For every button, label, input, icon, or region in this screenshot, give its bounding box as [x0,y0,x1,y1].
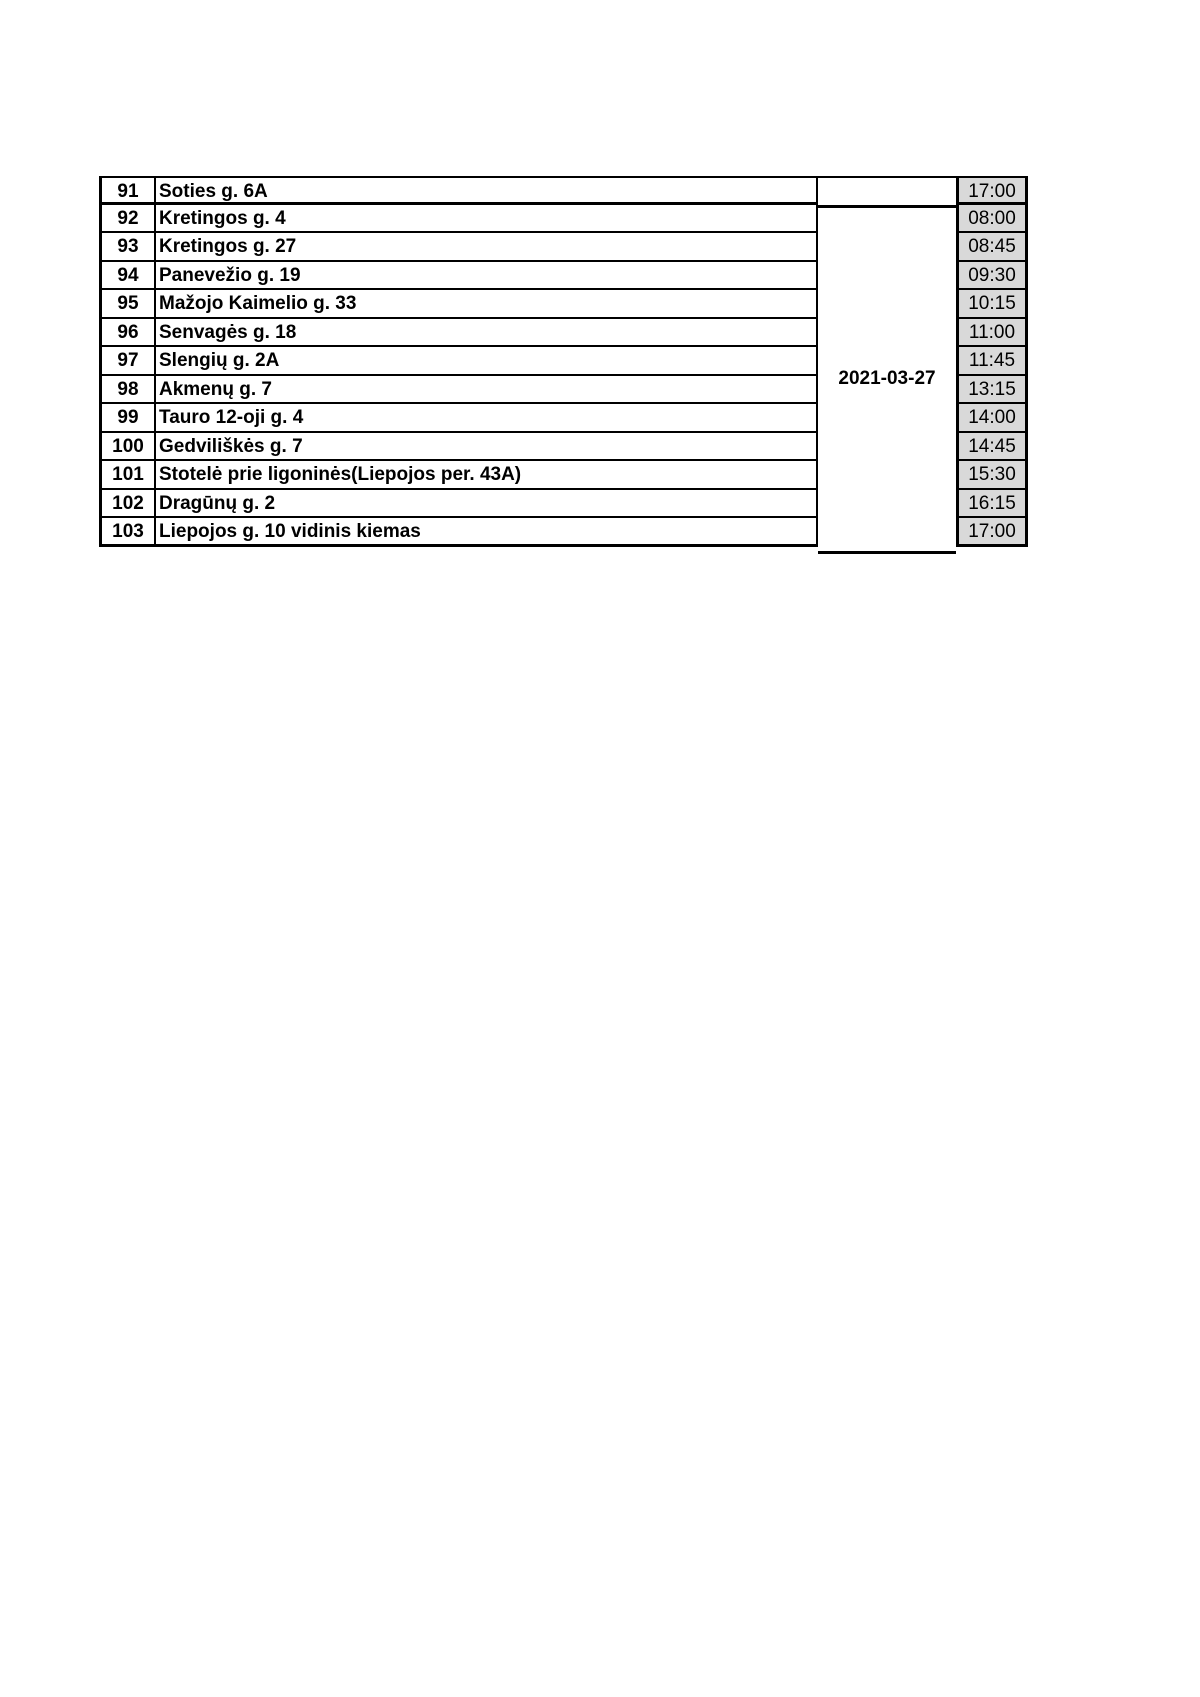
table-row [99,319,1028,348]
row-number: 91 [99,176,154,205]
row-number: 101 [99,461,154,490]
table-row [99,176,1028,205]
table-row [99,205,1028,234]
row-number: 100 [99,433,154,462]
row-number: 98 [99,376,154,405]
row-time: 09:30 [956,262,1028,291]
row-number: 93 [99,233,154,262]
table-row [99,262,1028,291]
row-address: Liepojos g. 10 vidinis kiemas [154,518,818,547]
table-row [99,290,1028,319]
date-label: 2021-03-27 [838,368,936,389]
row-time: 11:00 [956,319,1028,348]
row-address: Stotelė prie ligoninės(Liepojos per. 43A) [154,461,818,490]
row-number: 96 [99,319,154,348]
row-number: 95 [99,290,154,319]
row-address: Kretingos g. 27 [154,233,818,262]
row-time: 14:00 [956,404,1028,433]
row-time: 13:15 [956,376,1028,405]
row-address: Slengių g. 2A [154,347,818,376]
row-address: Dragūnų g. 2 [154,490,818,519]
row-address: Soties g. 6A [154,176,818,205]
row-address: Mažojo Kaimelio g. 33 [154,290,818,319]
table-row [99,461,1028,490]
row-time: 10:15 [956,290,1028,319]
row-time: 17:00 [956,518,1028,547]
table-row [99,433,1028,462]
table-row [99,376,1028,405]
schedule-table [99,176,1028,547]
row-number: 92 [99,205,154,234]
row-address: Gedviliškės g. 7 [154,433,818,462]
table-row [99,518,1028,547]
row-address: Tauro 12-oji g. 4 [154,404,818,433]
row-time: 16:15 [956,490,1028,519]
row-number: 99 [99,404,154,433]
row-number: 97 [99,347,154,376]
row-number: 94 [99,262,154,291]
table-row [99,347,1028,376]
row-address: Panevežio g. 19 [154,262,818,291]
row-time: 08:45 [956,233,1028,262]
table-row [99,404,1028,433]
row-number: 103 [99,518,154,547]
row-address: Senvagės g. 18 [154,319,818,348]
row-time: 15:30 [956,461,1028,490]
row-address: Kretingos g. 4 [154,205,818,234]
table-row [99,490,1028,519]
row-address: Akmenų g. 7 [154,376,818,405]
row-time: 11:45 [956,347,1028,376]
row-time: 17:00 [956,176,1028,205]
row-number: 102 [99,490,154,519]
row-time: 14:45 [956,433,1028,462]
row-time: 08:00 [956,205,1028,234]
table-row [99,233,1028,262]
